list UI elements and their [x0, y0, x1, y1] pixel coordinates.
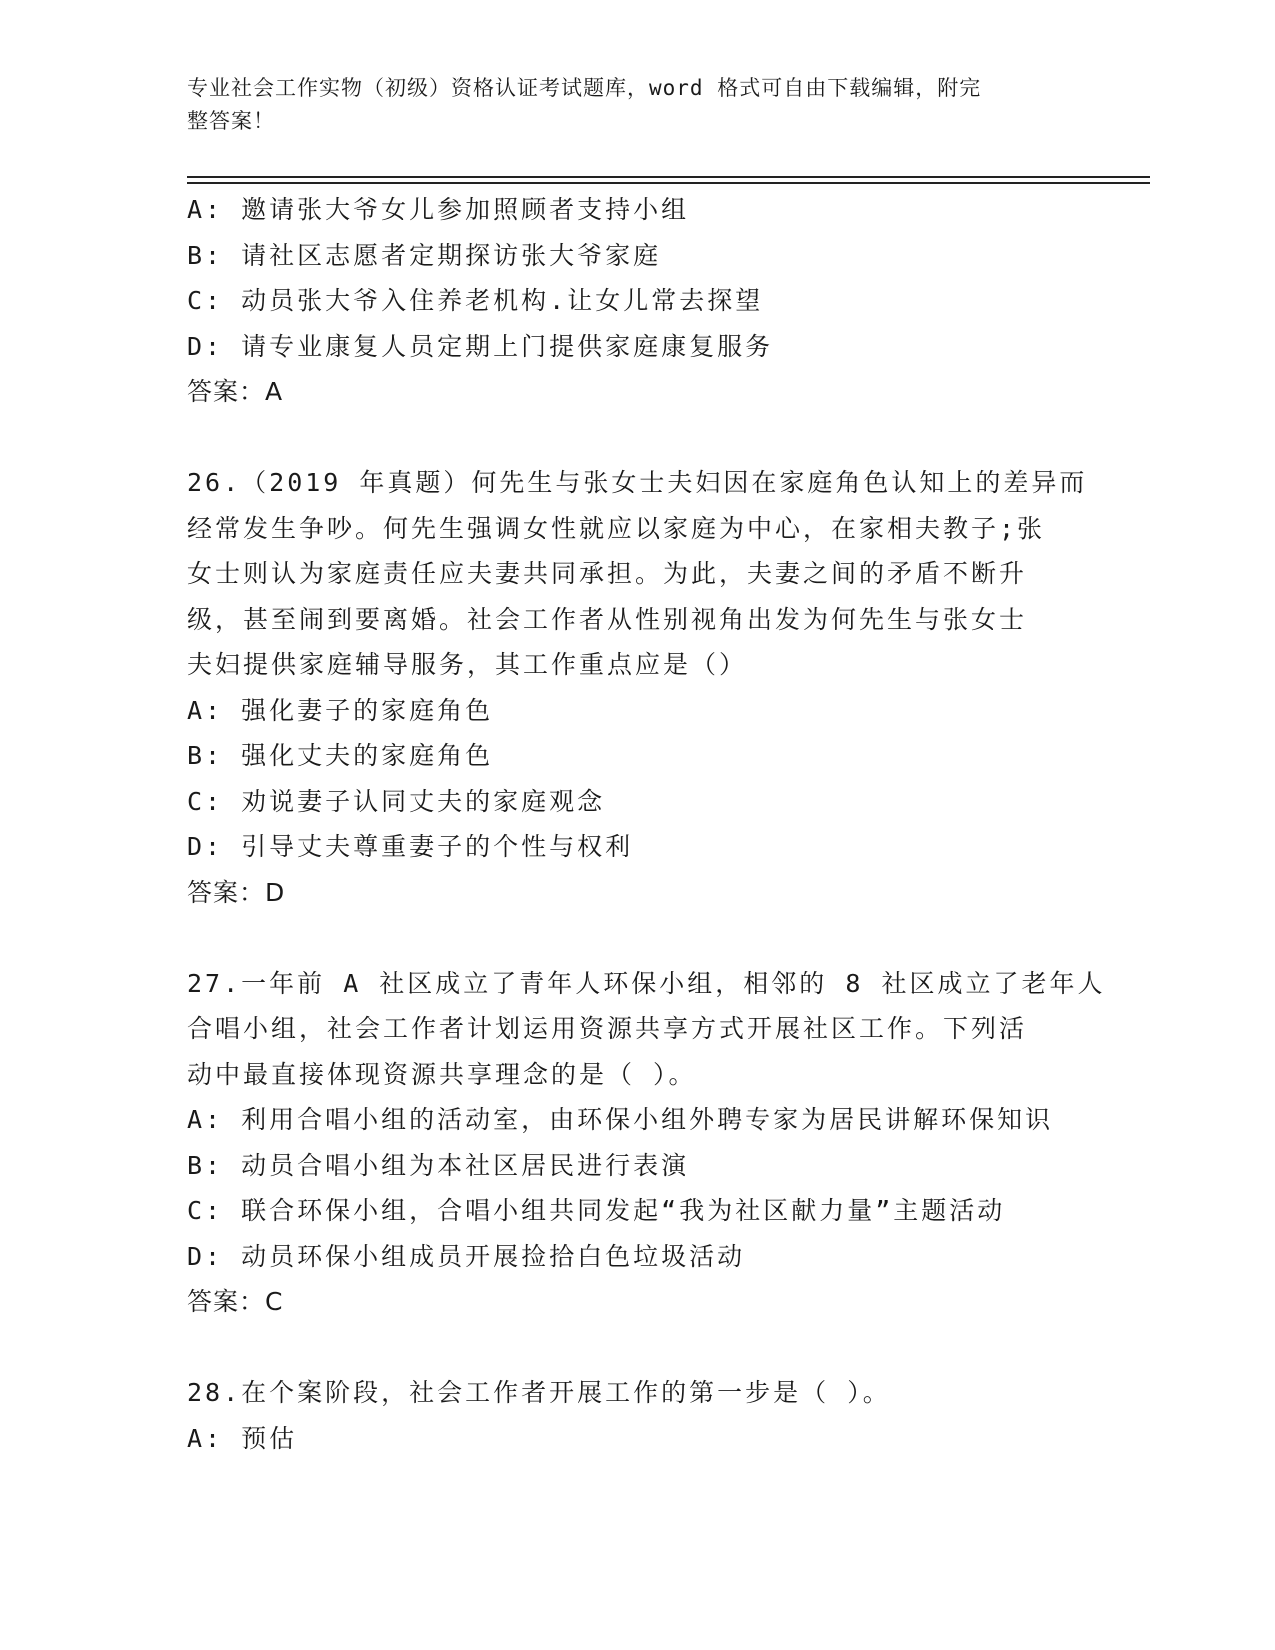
question-25 [187, 187, 1087, 415]
question-stem-line: 27.一年前 A 社区成立了青年人环保小组，相邻的 8 社区成立了老年人 [187, 968, 1106, 998]
header-line-2: 整答案！ [187, 109, 275, 133]
question-stem-line: 26.（2019 年真题）何先生与张女士夫妇因在家庭角色认知上的差异而 [187, 468, 1088, 497]
option-d: D: 动员环保小组成员开展捡拾白色垃圾活动 [187, 1241, 746, 1271]
option-b: B: 请社区志愿者定期探访张大爷家庭 [187, 240, 662, 270]
question-spacer [187, 1325, 1087, 1371]
question-spacer [187, 915, 1087, 961]
option-a: A: 预估 [187, 1423, 298, 1453]
question-stem-line: 夫妇提供家庭辅导服务，其工作重点应是（） [187, 650, 748, 679]
option-a: A: 邀请张大爷女儿参加照顾者支持小组 [187, 195, 690, 224]
option-a: A: 利用合唱小组的活动室，由环保小组外聘专家为居民讲解环保知识 [187, 1105, 1054, 1134]
question-spacer [187, 415, 1087, 461]
question-stem-line: 经常发生争吵。何先生强调女性就应以家庭为中心，在家相夫教子;张 [187, 513, 1046, 543]
header-divider-top [187, 176, 1150, 178]
question-stem-line: 28.在个案阶段，社会工作者开展工作的第一步是（ ）。 [187, 1378, 891, 1407]
header-divider-bottom [187, 182, 1150, 184]
option-c: C: 劝说妻子认同丈夫的家庭观念 [187, 786, 606, 816]
answer: 答案：C [187, 1287, 284, 1316]
question-stem-line: 女士则认为家庭责任应夫妻共同承担。为此，夫妻之间的矛盾不断升 [187, 559, 1028, 588]
option-c: C: 联合环保小组，合唱小组共同发起“我为社区献力量”主题活动 [187, 1196, 1006, 1225]
option-d: D: 请专业康复人员定期上门提供家庭康复服务 [187, 331, 774, 361]
option-a: A: 强化妻子的家庭角色 [187, 695, 494, 725]
option-b: B: 动员合唱小组为本社区居民进行表演 [187, 1150, 690, 1180]
answer: 答案：D [187, 877, 286, 907]
option-c: C: 动员张大爷入住养老机构.让女儿常去探望 [187, 286, 764, 315]
answer: 答案：A [187, 377, 284, 406]
question-28 [187, 1370, 1087, 1461]
option-b: B: 强化丈夫的家庭角色 [187, 741, 494, 770]
question-stem-line: 动中最直接体现资源共享理念的是（ ）。 [187, 1059, 697, 1089]
question-27 [187, 961, 1106, 1325]
page-header [187, 72, 1067, 138]
question-26 [187, 460, 1087, 915]
option-d: D: 引导丈夫尊重妻子的个性与权利 [187, 832, 634, 861]
question-stem-line: 合唱小组，社会工作者计划运用资源共享方式开展社区工作。下列活 [187, 1014, 1028, 1043]
question-list [187, 187, 1106, 1461]
question-stem-line: 级，甚至闹到要离婚。社会工作者从性别视角出发为何先生与张女士 [187, 604, 1028, 634]
header-line-1: 专业社会工作实物（初级）资格认证考试题库，word 格式可自由下载编辑，附完 [187, 76, 982, 100]
